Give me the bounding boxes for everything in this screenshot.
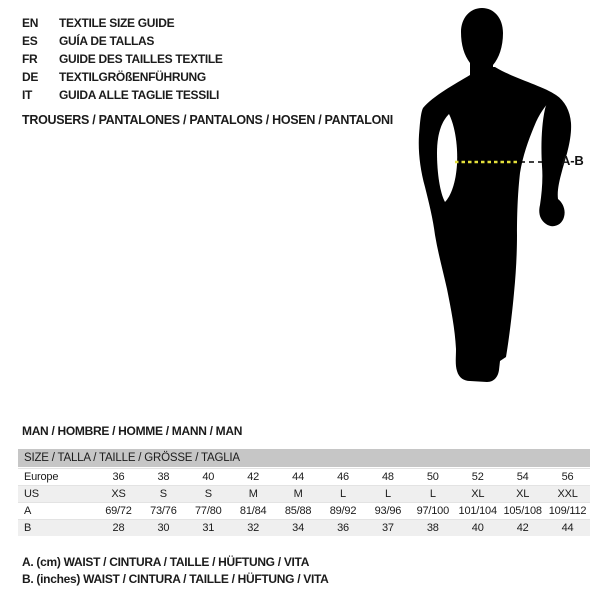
table-row-europe	[18, 468, 590, 485]
table-cell: 46	[337, 471, 349, 483]
table-cell: 44	[292, 471, 304, 483]
table-cell: 73/76	[150, 505, 177, 517]
table-cell: XXL	[557, 488, 578, 500]
man-silhouette	[395, 5, 600, 400]
table-cell: 56	[561, 471, 574, 483]
measure-label-ab: A-B	[561, 153, 584, 168]
language-code: FR	[22, 52, 38, 66]
table-row-a-cm	[18, 502, 590, 519]
table-cell: 28	[112, 522, 125, 534]
size-table	[18, 449, 590, 536]
row-label: A	[24, 505, 32, 517]
table-cell: 85/88	[284, 505, 312, 517]
table-cell: 30	[157, 522, 170, 534]
table-cell: S	[204, 488, 212, 500]
language-row-es	[22, 32, 223, 50]
table-cell: 101/104	[458, 505, 497, 517]
table-cell: 109/112	[548, 505, 587, 517]
table-cell: 97/100	[416, 505, 450, 517]
table-row-b-inches	[18, 519, 590, 536]
table-cell: 52	[471, 471, 484, 483]
table-cell: L	[384, 488, 391, 500]
language-label: TEXTILE SIZE GUIDE	[59, 16, 175, 30]
table-cell: 36	[337, 522, 349, 534]
language-code: IT	[22, 88, 33, 102]
silhouette-legs	[435, 235, 517, 382]
table-cell: 50	[426, 471, 439, 483]
row-label: B	[24, 522, 32, 534]
table-cell: 44	[561, 522, 574, 534]
table-cell: 32	[247, 522, 260, 534]
table-cell: L	[429, 488, 436, 500]
product-heading: TROUSERS / PANTALONES / PANTALONS / HOSEN / PANTALONI	[22, 113, 393, 127]
table-cell: 37	[381, 522, 394, 534]
table-cell: 81/84	[239, 505, 267, 517]
table-cell: XS	[111, 488, 126, 500]
table-cell: 36	[112, 471, 125, 483]
language-code: EN	[22, 16, 39, 30]
table-cell: L	[340, 488, 346, 500]
note-waist-cm: A. (cm) WAIST / CINTURA / TAILLE / HÜFTUNG / VITA	[22, 555, 310, 569]
table-cell: M	[293, 488, 303, 500]
table-cell: 38	[426, 522, 439, 534]
measurement-notes	[22, 554, 329, 588]
note-waist-inches: B. (inches) WAIST / CINTURA / TAILLE / HÜFTUNG / VITA	[22, 572, 329, 586]
table-cell: 38	[157, 471, 170, 483]
table-cell: 89/92	[329, 505, 357, 517]
table-cell: 31	[202, 522, 215, 534]
table-cell: 42	[247, 471, 260, 483]
language-row-de	[22, 68, 223, 86]
table-cell: 77/80	[195, 505, 222, 517]
table-cell: XL	[471, 488, 485, 500]
table-row-us	[18, 485, 590, 502]
language-row-it	[22, 86, 223, 104]
table-cell: 48	[381, 471, 394, 483]
man-silhouette-figure	[395, 5, 600, 400]
table-cell: 54	[516, 471, 529, 483]
language-row-fr	[22, 50, 223, 68]
table-cell: 40	[202, 471, 215, 483]
table-cell: 69/72	[105, 505, 132, 517]
table-cell: M	[248, 488, 258, 500]
table-cell: S	[159, 488, 167, 500]
table-cell: 42	[516, 522, 529, 534]
language-row-en	[22, 14, 223, 32]
language-guide-list	[22, 14, 223, 104]
silhouette-head	[461, 8, 503, 76]
size-table-header: SIZE / TALLA / TAILLE / GRÖSSE / TAGLIA	[18, 449, 590, 467]
silhouette-shapes	[419, 8, 571, 382]
gender-heading: MAN / HOMBRE / HOMME / MANN / MAN	[22, 424, 243, 438]
language-label: TEXTILGRÖßENFÜHRUNG	[59, 70, 206, 84]
row-label: Europe	[24, 471, 59, 483]
table-cell: 105/108	[503, 505, 542, 517]
row-label: US	[24, 488, 39, 500]
language-code: DE	[22, 70, 39, 84]
language-label: GUIDA ALLE TAGLIE TESSILI	[59, 88, 220, 102]
table-cell: 34	[292, 522, 304, 534]
table-cell: XL	[516, 488, 530, 500]
language-code: ES	[22, 34, 38, 48]
table-cell: 93/96	[374, 505, 402, 517]
language-label: GUIDE DES TAILLES TEXTILE	[59, 52, 223, 66]
language-label: GUÍA DE TALLAS	[59, 34, 155, 48]
table-cell: 40	[471, 522, 484, 534]
